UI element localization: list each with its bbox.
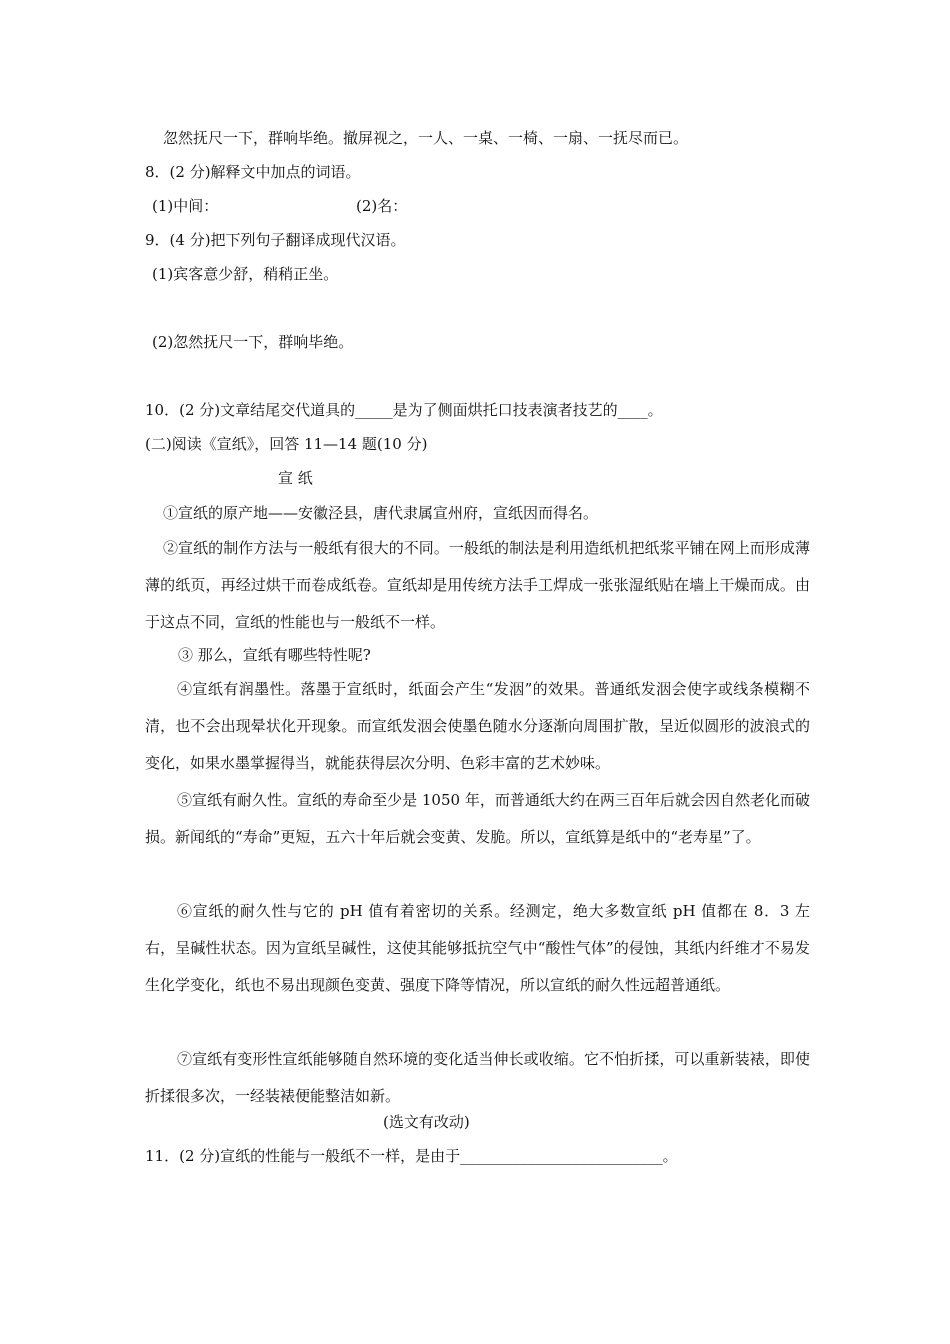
paragraph-2: ②宣纸的制作方法与一般纸有很大的不同。一般纸的制法是利用造纸机把纸浆平铺在网上而形成薄薄的纸页，再经过烘干而卷成纸卷。宣纸却是用传统方法手工焊成一张张湿纸贴在墙上干燥而成。由于这点不同，宣纸的性能也与一般纸不一样。	[145, 539, 810, 631]
section-heading: (二)阅读《宣纸》，回答 11—14 题(10 分)	[145, 435, 428, 453]
question-10: 10．(2 分)文章结尾交代道具的_____是为了侧面烘托口技表演者技艺的____。	[145, 401, 663, 419]
question-8: 8．(2 分)解释文中加点的词语。	[145, 163, 361, 181]
paragraph-5: ⑤宣纸有耐久性。宣纸的寿命至少是 1050 年，而普通纸大约在两三百年后就会因自然老化而破损。新闻纸的“寿命”更短，五六十年后就会变黄、发脆。所以，宣纸算是纸中的“老寿星”了。	[145, 791, 810, 846]
paragraph-6: ⑥宣纸的耐久性与它的 pH 值有着密切的关系。经测定，绝大多数宣纸 pH 值都在 8．3 左右，呈碱性状态。因为宣纸呈碱性，这使其能够抵抗空气中“酸性气体”的侵蚀，其纸内纤维才不易发生化学变化，纸也不易出现颜色变黄、强度下降等情况，所以宣纸的耐久性远超普通纸。	[145, 902, 810, 994]
source-note: (选文有改动)	[383, 1113, 470, 1131]
question-9-item-2: (2)忽然抚尺一下，群响毕绝。	[152, 333, 354, 351]
question-9: 9．(4 分)把下列句子翻译成现代汉语。	[145, 231, 406, 249]
paragraph-4: ④宣纸有润墨性。落墨于宣纸时，纸面会产生“发洇”的效果。普通纸发洇会使字或线条模糊不清，也不会出现晕状化开现象。而宣纸发洇会使墨色随水分逐渐向周围扩散，呈近似圆形的波浪式的变化，如果水墨掌握得当，就能获得层次分明、色彩丰富的艺术妙味。	[145, 680, 810, 772]
paragraph-7: ⑦宣纸有变形性宣纸能够随自然环境的变化适当伸长或收缩。它不怕折揉，可以重新装裱，即使折揉很多次，一经装裱便能整洁如新。	[145, 1050, 810, 1105]
question-8-item-2: (2)名：	[356, 197, 408, 215]
question-8-item-1: (1)中间：	[152, 197, 219, 215]
question-9-item-1: (1)宾客意少舒，稍稍正坐。	[152, 265, 339, 283]
paragraph-1: ①宣纸的原产地——安徽泾县，唐代隶属宣州府，宣纸因而得名。	[163, 504, 599, 522]
question-11: 11．(2 分)宣纸的性能与一般纸不一样，是由于___________________________。	[145, 1147, 678, 1165]
article-title: 宣 纸	[278, 469, 313, 487]
paragraph-3: ③ 那么，宣纸有哪些特性呢?	[178, 646, 371, 664]
text-line: 忽然抚尺一下，群响毕绝。撤屏视之，一人、一桌、一椅、一扇、一抚尽而已。	[163, 129, 689, 147]
